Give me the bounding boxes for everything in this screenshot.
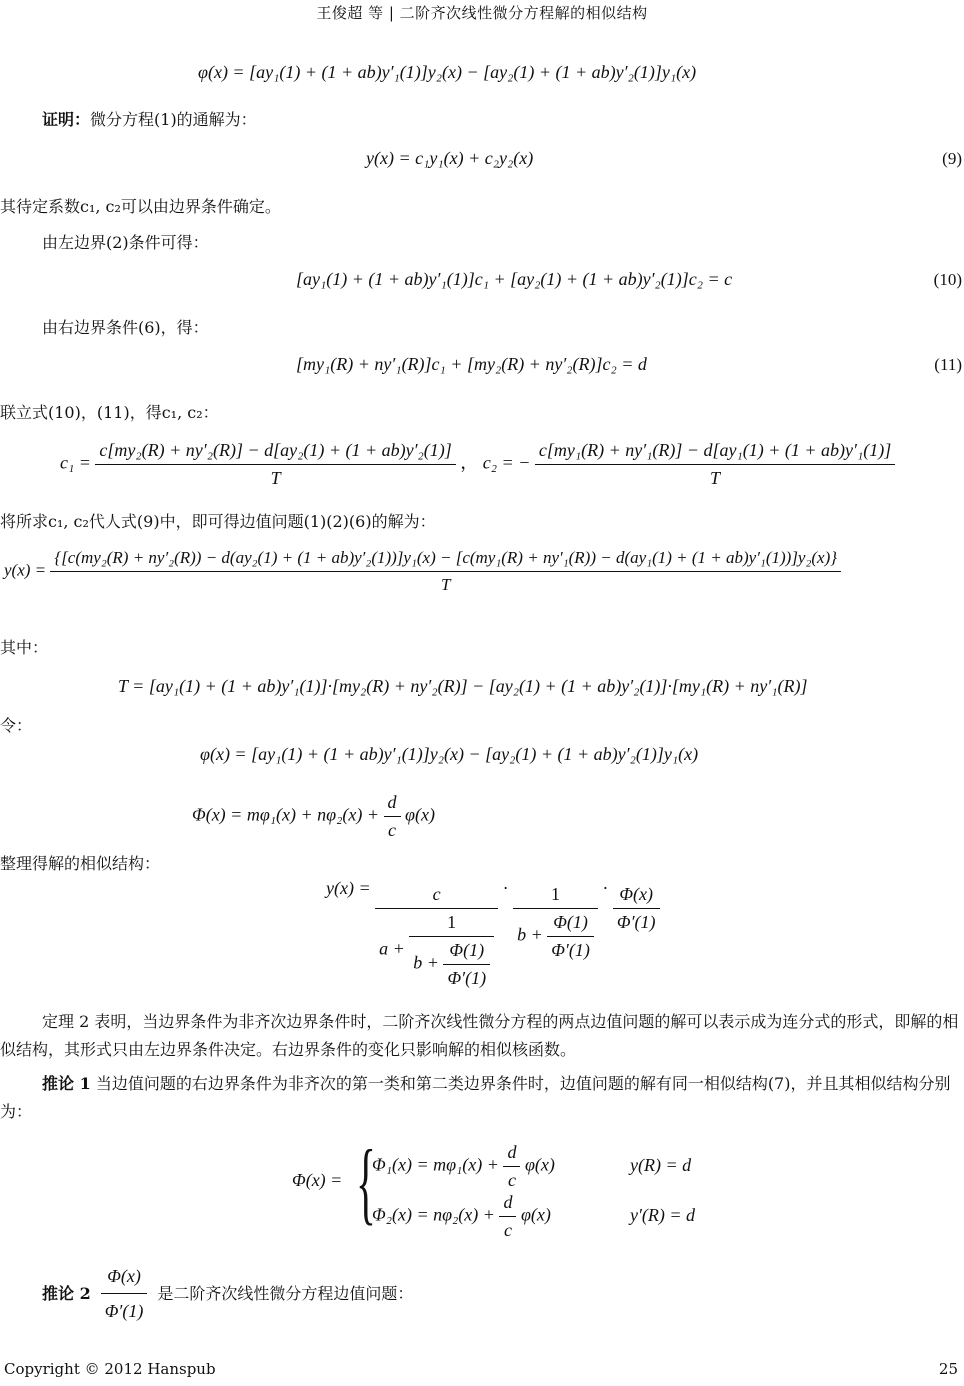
footer-copyright: Copyright © 2012 Hanspub [4,1360,216,1378]
equation-phi-top: φ(x) = [ay₁(1) + (1 + ab)y′₁(1)]y₂(x) − [ay₂(1) + (1 + ab)y′₂(1)]y₁(x) [198,62,697,82]
case2-d: d [503,1192,513,1212]
sim-inner-fraction [409,912,494,989]
c1-numerator: c[my₂(R) + ny′₂(R)] − d[ay₂(1) + (1 + ab)y′₂(1)] [99,440,452,460]
equation-phi-def: φ(x) = [ay₁(1) + (1 + ab)y′₁(1)]y₂(x) − [ay₂(1) + (1 + ab)y′₂(1)]y₁(x) [200,744,699,764]
proof-body: 微分方程(1)的通解为： [90,110,257,129]
sim-kernel-fraction [613,884,660,933]
solution-denominator: T [50,571,841,595]
Phi-lhs: Φ(x) = mφ₁(x) + nφ₂(x) + [192,804,380,825]
case1-d-over-c [503,1142,520,1191]
case1-expr: Φ₁(x) = mφ₁(x) + [372,1154,499,1175]
Phi-d-over-c [384,792,401,841]
separator-comma: ， [460,452,479,473]
equation-11: [my₁(R) + ny′₁(R)]c₁ + [my₂(R) + ny′₂(R)]c₂ = d [296,354,647,374]
equation-10: [ay₁(1) + (1 + ab)y′₁(1)]c₁ + [ay₂(1) + (1 + ab)y′₂(1)]c₂ = c [296,269,733,289]
equation-c1-c2 [60,440,895,489]
case1-tail: φ(x) [524,1154,555,1175]
equation-10-number: (10) [933,270,962,289]
sim-lhs: y(x) = [326,878,371,898]
sim-Phi-ratio-inner [443,940,490,989]
let-line: 令： [0,716,33,735]
case1-c: c [503,1166,520,1191]
sim-den-1 [375,908,498,989]
c1-denominator: T [95,464,455,489]
sim-Phi1-inner: Φ(1) [449,940,485,960]
right-bc-line: 由右边界条件(6)，得： [42,318,209,337]
sim-one-2: 1 [550,884,560,904]
equation-11-number: (11) [934,355,962,374]
arrange-line: 整理得解的相似结构： [0,854,161,873]
sim-one: 1 [447,912,457,932]
corollary2-numerator: Φ(x) [107,1266,141,1286]
case2-d-over-c [499,1192,516,1241]
theorem2-paragraph: 定理 2 表明，当边界条件为非齐次边界条件时，二阶齐次线性微分方程的两点边值问题的解可以表示成为连分式的形式，即解的相似结构，其形式只由左边界条件决定。右边界条件的变化只影响解的相似核函数。 [0,1012,959,1059]
corollary2-fraction [101,1262,148,1325]
equation-solution [4,548,841,595]
corollary1-Phi-lhs: Φ(x) = [292,1170,343,1190]
sim-den-2 [409,936,494,989]
c2-numerator: c[my₁(R) + ny′₁(R)] − d[ay₁(1) + (1 + ab)y′₁(1)] [538,440,892,460]
c2-fraction [535,440,895,489]
Phi-c: c [384,816,401,841]
corollary1-body: 当边值问题的右边界条件为非齐次的第一类和第二类边界条件时，边值问题的解有同一相似结构(7)，并且其相似结构分别为： [0,1074,951,1121]
case2-tail: φ(x) [520,1204,551,1225]
corollary1-label: 推论 1 [42,1074,91,1093]
corollary2-line [42,1262,413,1325]
solution-lhs: y(x) = [4,560,47,580]
where-line: 其中： [0,638,49,657]
left-bc-line: 由左边界(2)条件可得： [42,233,209,252]
equation-similar-structure [326,878,660,989]
sim-Phi-ratio [547,912,594,961]
case2-expr: Φ₂(x) = nφ₂(x) + [372,1204,495,1225]
corollary2-body: 是二阶齐次线性微分方程边值问题： [157,1283,414,1303]
case2-condition: y′(R) = d [630,1205,696,1225]
sim-dPhi1: Φ′(1) [547,936,594,961]
sim-b: b + [517,924,543,945]
proof-line [42,106,257,134]
sim-b-inner: b + [413,952,439,973]
sim-dPhi1-inner: Φ′(1) [443,964,490,989]
Phi-tail: φ(x) [405,804,435,825]
c2-lhs: c₂ = − [482,452,531,473]
case2-c: c [499,1216,516,1241]
proof-label: 证明： [42,110,91,129]
footer-page-number: 25 [938,1360,958,1378]
corollary2-label: 推论 2 [42,1283,91,1303]
sim-dot-1: · [502,878,509,898]
corollary1-paragraph [0,1070,964,1126]
corollary2-denominator: Φ′(1) [101,1293,148,1325]
piecewise-brace: { [356,1131,376,1233]
c1-fraction [95,440,455,489]
sim-second-fraction [513,884,598,961]
Phi-d: d [387,792,397,812]
solution-numerator: {[c(my₂(R) + ny′₂(R)) − d(ay₂(1) + (1 + ab)y′₂(1))]y₁(x) − [c(my₁(R) + ny′₁(R)) − d(ay₁(1) + (1 + ab)y′₁(1))]y₂(x)} [54,548,838,567]
sim-a: a + [379,938,405,959]
equation-9: y(x) = c₁y₁(x) + c₂y₂(x) [366,148,534,168]
case1-d: d [507,1142,517,1162]
equation-T: T = [ay₁(1) + (1 + ab)y′₁(1)]·[my₂(R) + ny′₂(R)] − [ay₂(1) + (1 + ab)y′₂(1)]·[my₁(R) + ny′₁(R)] [118,676,808,696]
equation-Phi-def [192,792,435,841]
sim-second-den [513,908,598,961]
piecewise-case-1 [372,1142,555,1191]
c2-denominator: T [535,464,895,489]
piecewise-case-2 [372,1192,551,1241]
case1-condition: y(R) = d [630,1155,692,1175]
running-header: 王俊超 等 | 二阶齐次线性微分方程解的相似结构 [316,4,648,22]
sim-c: c [432,884,441,904]
combine-line: 联立式(10)，(11)，得c₁, c₂： [0,403,219,422]
sim-Phix: Φ(x) [619,884,654,904]
sim-dPhi1-kernel: Φ′(1) [613,908,660,933]
coef-line: 其待定系数c₁, c₂可以由边界条件确定。 [0,197,281,216]
equation-9-number: (9) [942,149,962,168]
sim-continued-fraction [375,884,498,989]
sim-dot-2: · [602,878,609,898]
solution-fraction [50,548,841,595]
substitute-line: 将所求c₁, c₂代人式(9)中，即可得边值问题(1)(2)(6)的解为： [0,512,436,531]
sim-Phi1: Φ(1) [553,912,588,932]
c1-lhs: c₁ = [60,452,91,473]
